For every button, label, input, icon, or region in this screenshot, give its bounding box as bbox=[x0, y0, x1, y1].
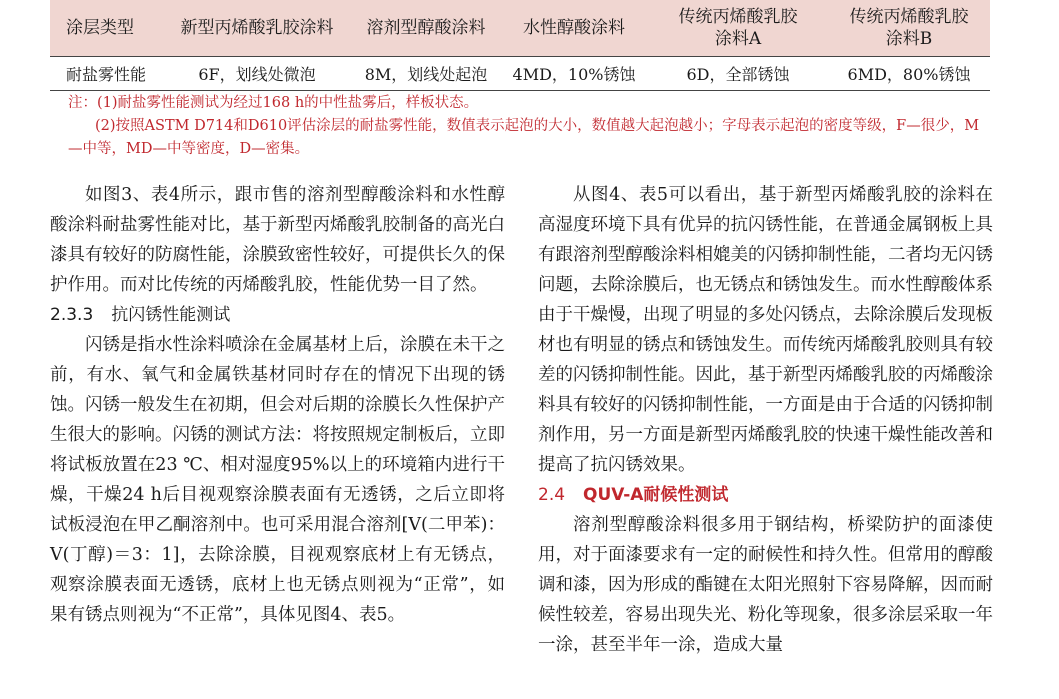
table-cell: 6D，全部锈蚀 bbox=[648, 57, 828, 91]
section-title: QUV-A耐候性测试 bbox=[583, 485, 729, 505]
table-notes bbox=[68, 92, 983, 161]
table-cell: 6MD，80%锈蚀 bbox=[828, 57, 990, 91]
table-row bbox=[50, 57, 990, 91]
section-number: 2.4 bbox=[538, 485, 566, 505]
paragraph: 如图3、表4所示，跟市售的溶剂型醇酸涂料和水性醇酸涂料耐盐雾性能对比，基于新型丙烯酸乳胶制备的高光白漆具有较好的防腐性能，涂膜致密性较好，可提供长久的保护作用。而对比传统的丙烯酸乳胶，性能优势一目了然。 bbox=[50, 185, 505, 295]
table-cell: 4MD，10%锈蚀 bbox=[500, 57, 648, 91]
section-heading bbox=[50, 300, 505, 330]
header-cell: 传统丙烯酸乳胶 涂料B bbox=[828, 0, 990, 57]
header-cell: 新型丙烯酸乳胶涂料 bbox=[162, 0, 352, 57]
header-cell: 水性醇酸涂料 bbox=[500, 0, 648, 57]
section-title: 抗闪锈性能测试 bbox=[111, 305, 231, 325]
table-cell: 6F，划线处微泡 bbox=[162, 57, 352, 91]
header-cell: 传统丙烯酸乳胶 涂料A bbox=[648, 0, 828, 57]
table-header-row bbox=[50, 0, 990, 57]
left-column bbox=[50, 180, 505, 630]
section-heading bbox=[538, 480, 993, 510]
paragraph: 从图4、表5可以看出，基于新型丙烯酸乳胶的涂料在高湿度环境下具有优异的抗闪锈性能，在普通金属钢板上具有跟溶剂型醇酸涂料相媲美的闪锈抑制性能，二者均无闪锈问题，去除涂膜后，也无锈点和锈蚀发生。而水性醇酸体系由于干燥慢，出现了明显的多处闪锈点，去除涂膜后发现板材也有明显的锈点和锈蚀发生。而传统丙烯酸乳胶则具有较差的闪锈抑制性能。因此，基于新型丙烯酸乳胶的丙烯酸涂料具有较好的闪锈抑制性能，一方面是由于合适的闪锈抑制剂作用，另一方面是新型丙烯酸乳胶的快速干燥性能改善和提高了抗闪锈效果。 bbox=[538, 185, 993, 475]
salt-spray-table bbox=[50, 0, 990, 91]
table-cell: 8M，划线处起泡 bbox=[352, 57, 500, 91]
note-1: 注：(1)耐盐雾性能测试为经过168 h的中性盐雾后，样板状态。 bbox=[68, 95, 479, 111]
header-cell: 溶剂型醇酸涂料 bbox=[352, 0, 500, 57]
note-2: (2)按照ASTM D714和D610评估涂层的耐盐雾性能，数值表示起泡的大小，数值越大起泡越小；字母表示起泡的密度等级，F—很少，M—中等，MD—中等密度，D—密集。 bbox=[68, 118, 980, 157]
section-number: 2.3.3 bbox=[50, 305, 94, 325]
right-column bbox=[538, 180, 993, 660]
table-cell: 耐盐雾性能 bbox=[50, 57, 162, 91]
header-cell: 涂层类型 bbox=[50, 0, 162, 57]
paragraph: 溶剂型醇酸涂料很多用于钢结构，桥梁防护的面漆使用，对于面漆要求有一定的耐候性和持久性。但常用的醇酸调和漆，因为形成的酯键在太阳光照射下容易降解，因而耐候性较差，容易出现失光、粉化等现象，很多涂层采取一年一涂，甚至半年一涂，造成大量 bbox=[538, 515, 993, 655]
paragraph: 闪锈是指水性涂料喷涂在金属基材上后，涂膜在未干之前，有水、氧气和金属铁基材同时存在的情况下出现的锈蚀。闪锈一般发生在初期，但会对后期的涂膜长久性保护产生很大的影响。闪锈的测试方法：将按照规定制板后，立即将试板放置在23 ℃、相对湿度95%以上的环境箱内进行干燥，干燥24 h后目视观察涂膜表面有无透锈，之后立即将试板浸泡在甲乙酮溶剂中。也可采用混合溶剂[V(二甲苯)：V(丁醇)＝3：1]，去除涂膜，目视观察底材上有无锈点，观察涂膜表面无透锈，底材上也无锈点则视为“正常”，如果有锈点则视为“不正常”，具体见图4、表5。 bbox=[50, 335, 505, 625]
